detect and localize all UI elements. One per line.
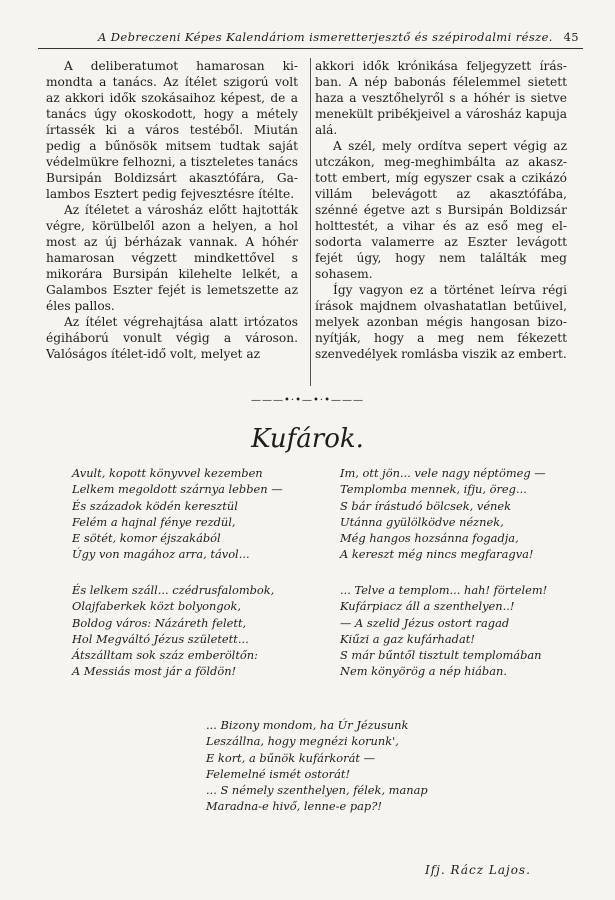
left-paragraph: Az ítélet végrehajtása alatt irtózatos égiháború vonult végig a városon. Valóságos ítélet-idő volt, melyet az bbox=[46, 315, 298, 361]
poem-line: Templomba mennek, ifju, öreg... bbox=[340, 482, 527, 497]
page-number: 45 bbox=[563, 30, 579, 44]
poem-line: — A szelid Jézus ostort ragad bbox=[340, 615, 510, 630]
poem-line: ... S némely szenthelyen, félek, manap bbox=[206, 783, 428, 798]
poem-line: Olajfaberkek közt bolyongok, bbox=[72, 599, 242, 614]
left-paragraph: A deliberatumot hamarosan kimondta a tanács. Az ítélet szigorú volt az akkori idők szokásaihoz képest, de a tanács úgy okoskodott, hogy a métely írtassék ki a város testéből. Miután pedig a bűnösök mitsem tudtak saját védelmükre felhozni, a tiszteletes tanács Bursipán Boldizsárt akasztófára, Galambos Esztert pedig fejvesztésre ítélte. bbox=[46, 59, 298, 201]
poem-line: Felemelné ismét ostorát! bbox=[206, 766, 351, 781]
poem-line: A kereszt még nincs megfaragva! bbox=[340, 547, 534, 562]
poem-line: A Messiás most jár a földön! bbox=[72, 664, 237, 679]
poem-line: Lelkem megoldott szárnya lebben — bbox=[72, 482, 283, 497]
left-paragraph: Az ítéletet a városház előtt hajtották végre, körülbelől azon a helyen, a hol most az új bérházak vannak. A hóhér hamarosan végzett mindkettővel s mikorára Bursipán kilehelte lelkét, a Galambos Eszter fejét is lemetszette az éles pallos. bbox=[46, 203, 298, 313]
poem-line: Leszállna, hogy megnézi korunk', bbox=[206, 734, 399, 749]
poem-line: Utánna gyülölködve néznek, bbox=[340, 514, 504, 529]
poem-line: Nem könyörög a nép hiában. bbox=[340, 664, 507, 679]
poem-line: Im, ott jön... vele nagy néptömeg — bbox=[340, 466, 546, 480]
right-column bbox=[315, 58, 567, 362]
ornament-divider: ———•·•—•·•——— bbox=[251, 395, 364, 406]
column-divider bbox=[310, 58, 311, 386]
page-header bbox=[38, 30, 583, 48]
running-title: A Debreczeni Képes Kalendáriom ismeretterjesztő és szépirodalmi része. bbox=[98, 30, 553, 44]
poem-line: S már bűntől tisztult templomában bbox=[340, 648, 542, 663]
poem-line: E sötét, komor éjszakából bbox=[72, 531, 221, 546]
poem-line: És lelkem száll... czédrusfalombok, bbox=[72, 583, 275, 597]
poem-line: Boldog város: Názáreth felett, bbox=[72, 615, 247, 630]
left-column bbox=[46, 58, 298, 362]
poem-line: Hol Megváltó Jézus született... bbox=[72, 631, 249, 646]
poem-line: ... Telve a templom... hah! förtelem! bbox=[340, 583, 548, 597]
author-signature: Ifj. Rácz Lajos. bbox=[425, 863, 531, 877]
poem-line: És századok ködén keresztül bbox=[72, 498, 238, 513]
stanza-2-right bbox=[340, 582, 547, 680]
stanza-1-left bbox=[72, 465, 283, 563]
poem-line: ... Bizony mondom, ha Úr Jézusunk bbox=[206, 718, 409, 732]
right-paragraph: akkori idők krónikása feljegyzett írásban. A nép babonás félelemmel sietett haza a vesztőhelyről s a hóhér is sietve menekült pribékjeivel a városház kapuja alá. bbox=[315, 59, 567, 137]
poem-title: Kufárok. bbox=[251, 424, 364, 454]
header-rule bbox=[38, 48, 583, 49]
poem-line: E kort, a bűnök kufárkorát — bbox=[206, 750, 375, 765]
stanza-1-right bbox=[340, 465, 546, 563]
right-paragraph: Így vagyon ez a történet leírva régi írások majdnem olvashatatlan betűivel, melyek azonban mégis hangosan bizonyítják, hogy a meg nem fékezett szenvedélyek romlásba viszik az embert. bbox=[315, 283, 567, 361]
poem-line: Maradna-e hivő, lenne-e pap?! bbox=[206, 799, 382, 814]
poem-line: Még hangos hozsánna fogadja, bbox=[340, 531, 519, 546]
poem-line: Felém a hajnal fénye rezdül, bbox=[72, 514, 236, 529]
poem-line: Kiűzi a gaz kufárhadat! bbox=[340, 631, 475, 646]
stanza-2-left bbox=[72, 582, 274, 680]
poem-line: Átszálltam sok száz emberöltőn: bbox=[72, 648, 258, 663]
poem-line: Úgy von magához arra, távol... bbox=[72, 547, 250, 562]
final-stanza bbox=[206, 717, 428, 815]
right-paragraph: A szél, mely ordítva sepert végig az utczákon, meg-meghimbálta az akasztott embert, míg egyszer csak a czikázó villám belevágott az akasztófába, szénné égetve azt s Bursipán Boldizsár holttestét, a vihar és az eső meg elsodorta valamerre az Eszter levágott fejét úgy, hogy nem találták meg sohasem. bbox=[315, 139, 567, 281]
poem-line: Avult, kopott könyvvel kezemben bbox=[72, 466, 263, 480]
poem-line: S bár írástudó bölcsek, vének bbox=[340, 498, 512, 513]
poem-line: Kufárpiacz áll a szenthelyen..! bbox=[340, 599, 515, 614]
